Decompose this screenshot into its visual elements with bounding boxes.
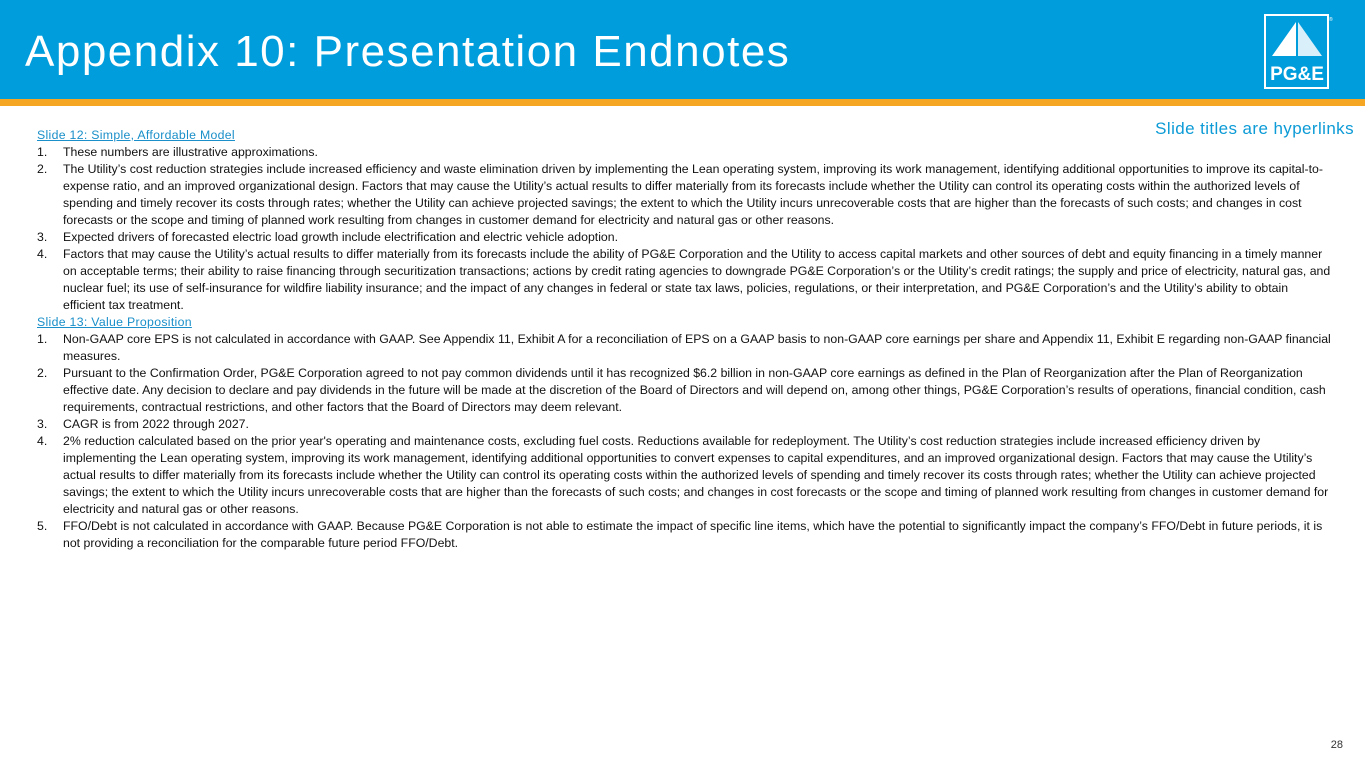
list-item: 3. CAGR is from 2022 through 2027.: [37, 417, 249, 431]
hyperlink-note: Slide titles are hyperlinks: [1155, 119, 1354, 138]
section-link-slide-13[interactable]: Slide 13: Value Proposition: [37, 315, 192, 329]
endnotes-content: [37, 127, 1332, 552]
endnote-list-slide-13: [37, 331, 1332, 552]
list-item: 1. These numbers are illustrative approximations.: [37, 145, 318, 159]
list-item: 2. Pursuant to the Confirmation Order, PG&E Corporation agreed to not pay common dividends until it has recognized $6.2 billion in non-GAAP core earnings as defined in the Plan of Reorganization after the Plan of Reorganization effective date. Any decision to declare and pay dividends in the future will be made at the discretion of the Board of Directors and will depend on, among other things, PG&E Corporation’s results of operations, financial condition, cash requirements, contractual restrictions, and other factors that the Board of Directors may deem relevant.: [37, 366, 1326, 414]
list-item: 4. Factors that may cause the Utility’s actual results to differ materially from its forecasts include the ability of PG&E Corporation and the Utility to access capital markets and other sources of debt and equity financing in a timely manner on acceptable terms; their ability to raise financing through securitization transactions; actions by credit rating agencies to downgrade PG&E Corporation’s or the Utility’s credit ratings; the supply and price of electricity, natural gas, and nuclear fuel; its use of self-insurance for wildfire liability insurance; and the impact of any changes in federal or state tax laws, policies, regulations, or their interpretation, and PG&E Corporation’s and the Utility’s ability to obtain efficient tax treatment.: [37, 247, 1331, 312]
list-item: 1. Non-GAAP core EPS is not calculated in accordance with GAAP. See Appendix 11, Exhibit A for a reconciliation of EPS on a GAAP basis to non-GAAP core earnings per share and Appendix 11, Exhibit E regarding non-GAAP financial measures.: [37, 332, 1331, 363]
list-item: 3. Expected drivers of forecasted electric load growth include electrification and electric vehicle adoption.: [37, 230, 619, 244]
logo-text: PG&E: [1270, 64, 1324, 85]
list-item: 5. FFO/Debt is not calculated in accordance with GAAP. Because PG&E Corporation is not able to estimate the impact of specific line items, which have the potential to significantly impact the company’s FFO/Debt in future periods, it is not providing a reconciliation for the comparable future period FFO/Debt.: [37, 519, 1323, 550]
list-item: 4. 2% reduction calculated based on the prior year's operating and maintenance costs, excluding fuel costs. Reductions available for redeployment. The Utility’s cost reduction strategies include increased efficiency driven by implementing the Lean operating system, improving its work management, identifying additional opportunities to convert expenses to capital expenditures, and an improved organizational design. Factors that may cause the Utility’s actual results to differ materially from its forecasts include whether the Utility can control its operating costs within the authorized levels of spending and timely recover its costs through rates; whether the Utility can achieve projected savings; the extent to which the Utility incurs unrecoverable costs that are higher than the forecasts of such costs; and changes in cost forecasts or the scope and timing of planned work resulting from changes in customer demand for electricity and natural gas or other reasons.: [37, 434, 1329, 516]
list-item: 2. The Utility’s cost reduction strategies include increased efficiency and waste elimination driven by implementing the Lean operating system, improving its work management, identifying additional opportunities to improve its capital-to-expense ratio, and an improved organizational design. Factors that may cause the Utility’s actual results to differ materially from its forecasts include whether the Utility can control its operating costs within the authorized levels of spending and timely recover its costs through rates; whether the Utility can achieve projected savings; the extent to which the Utility incurs unrecoverable costs that are higher than the forecasts of such costs; and changes in cost forecasts or the scope and timing of planned work resulting from changes in customer demand for electricity and natural gas or other reasons.: [37, 162, 1323, 227]
svg-text:®: ®: [1329, 17, 1333, 23]
page-number: 28: [1330, 739, 1343, 751]
page-title: Appendix 10: Presentation Endnotes: [25, 27, 791, 76]
header-accent-stripe: [0, 99, 1365, 106]
section-link-slide-12[interactable]: Slide 12: Simple, Affordable Model: [37, 128, 235, 142]
endnote-list-slide-12: [37, 144, 1332, 314]
pge-logo-icon: [1264, 14, 1332, 90]
